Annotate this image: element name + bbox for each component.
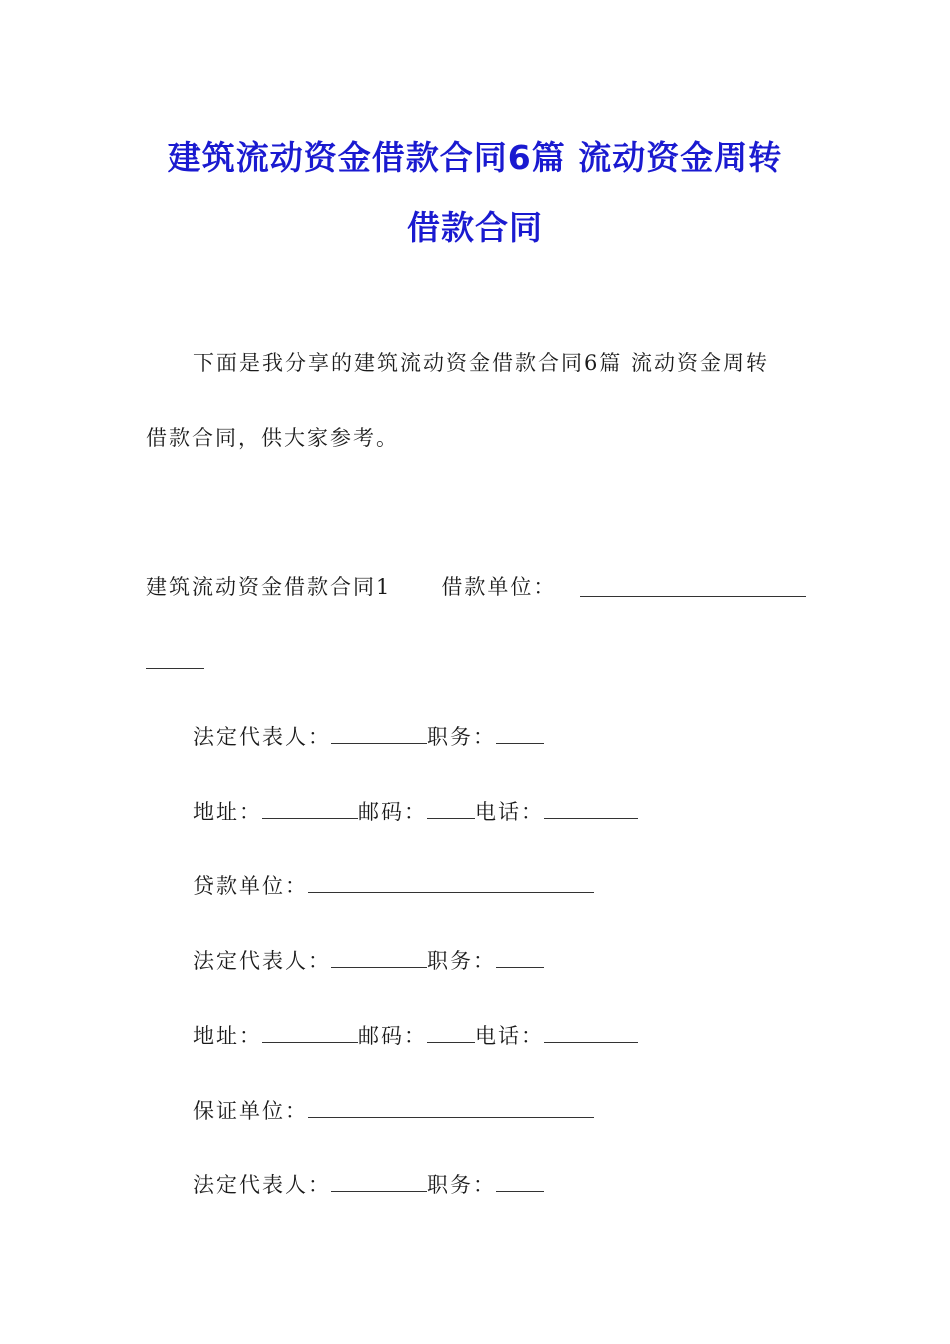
guarantor-label: 保证单位： — [193, 1099, 308, 1123]
legal-rep-label: 法定代表人： — [193, 725, 331, 749]
section-heading-row — [146, 571, 556, 601]
position-blank — [496, 949, 544, 968]
document-title-line-2: 借款合同 — [407, 208, 543, 247]
borrower-legal-rep-row — [193, 721, 544, 751]
borrower-blank — [580, 578, 806, 597]
postcode-blank — [427, 1024, 475, 1043]
address-blank — [262, 800, 358, 819]
section-heading: 建筑流动资金借款合同1 — [146, 575, 392, 599]
postcode-label: 邮码： — [358, 800, 427, 824]
legal-rep-label: 法定代表人： — [193, 1173, 331, 1197]
lender-label: 贷款单位： — [193, 874, 308, 898]
lender-blank — [308, 874, 594, 893]
lender-row — [193, 870, 594, 900]
position-blank — [496, 725, 544, 744]
intro-paragraph-line-2: 借款合同，供大家参考。 — [146, 426, 399, 450]
position-blank — [496, 1173, 544, 1192]
position-label: 职务： — [427, 1173, 496, 1197]
legal-rep-blank — [331, 949, 427, 968]
legal-rep-label: 法定代表人： — [193, 949, 331, 973]
phone-label: 电话： — [475, 800, 544, 824]
phone-label: 电话： — [475, 1024, 544, 1048]
phone-blank — [544, 800, 638, 819]
guarantor-legal-rep-row — [193, 1169, 544, 1199]
legal-rep-blank — [331, 725, 427, 744]
borrower-label: 借款单位： — [441, 575, 557, 599]
borrower-address-row — [193, 796, 638, 826]
position-label: 职务： — [427, 949, 496, 973]
legal-rep-blank — [331, 1173, 427, 1192]
phone-blank — [544, 1024, 638, 1043]
borrower-blank-continued — [146, 650, 204, 669]
postcode-blank — [427, 800, 475, 819]
document-title-line-1: 建筑流动资金借款合同6篇 流动资金周转 — [167, 138, 783, 177]
address-blank — [262, 1024, 358, 1043]
address-label: 地址： — [193, 1024, 262, 1048]
position-label: 职务： — [427, 725, 496, 749]
lender-address-row — [193, 1020, 638, 1050]
guarantor-row — [193, 1095, 594, 1125]
guarantor-blank — [308, 1099, 594, 1118]
intro-paragraph-line-1: 下面是我分享的建筑流动资金借款合同6篇 流动资金周转 — [193, 351, 770, 375]
address-label: 地址： — [193, 800, 262, 824]
lender-legal-rep-row — [193, 945, 544, 975]
postcode-label: 邮码： — [358, 1024, 427, 1048]
